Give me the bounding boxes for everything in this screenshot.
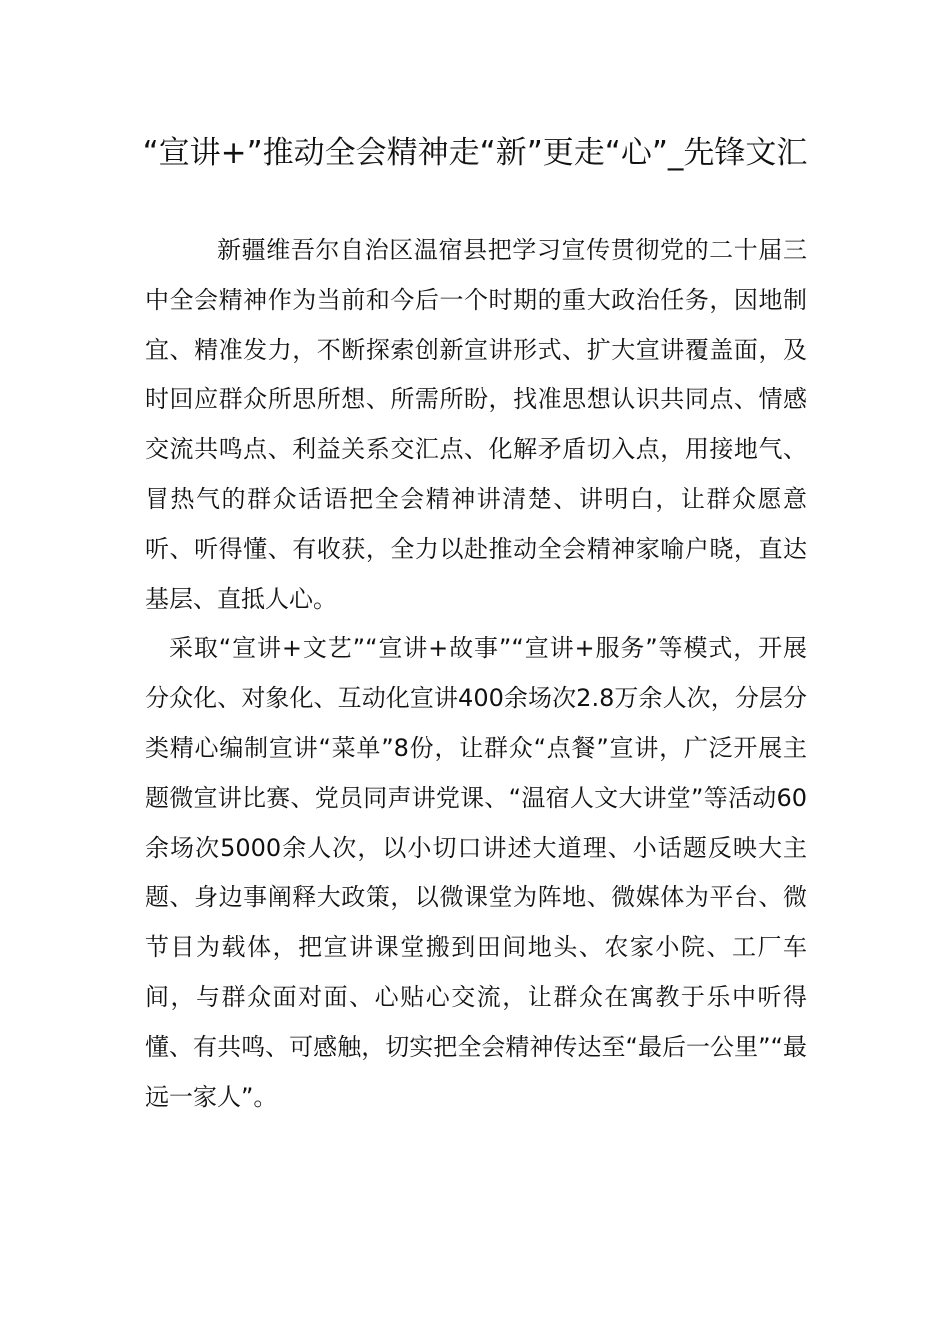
- paragraph: 采取“宣讲+文艺”“宣讲+故事”“宣讲+服务”等模式，开展分众化、对象化、互动化宣讲400余场次2.8万余人次，分层分类精心编制宣讲“菜单”8份，让群众“点餐”宣讲，广泛开展主题微宣讲比赛、党员同声讲党课、“温宿人文大讲堂”等活动60余场次5000余人次，以小切口讲述大道理、小话题反映大主题、身边事阐释大政策，以微课堂为阵地、微媒体为平台、微节目为载体，把宣讲课堂搬到田间地头、农家小院、工厂车间，与群众面对面、心贴心交流，让群众在寓教于乐中听得懂、有共鸣、可感触，切实把全会精神传达至“最后一公里”“最远一家人”。: [145, 634, 807, 1111]
- document-title: “宣讲+”推动全会精神走“新”更走“心”_先锋文汇: [142, 135, 808, 171]
- document-body: [145, 226, 807, 1122]
- paragraph: 新疆维吾尔自治区温宿县把学习宣传贯彻党的二十届三中全会精神作为当前和今后一个时期的重大政治任务，因地制宜、精准发力，不断探索创新宣讲形式、扩大宣讲覆盖面，及时回应群众所思所想、所需所盼，找准思想认识共同点、情感交流共鸣点、利益关系交汇点、化解矛盾切入点，用接地气、冒热气的群众话语把全会精神讲清楚、讲明白，让群众愿意听、听得懂、有收获，全力以赴推动全会精神家喻户晓，直达基层、直抵人心。: [145, 236, 807, 613]
